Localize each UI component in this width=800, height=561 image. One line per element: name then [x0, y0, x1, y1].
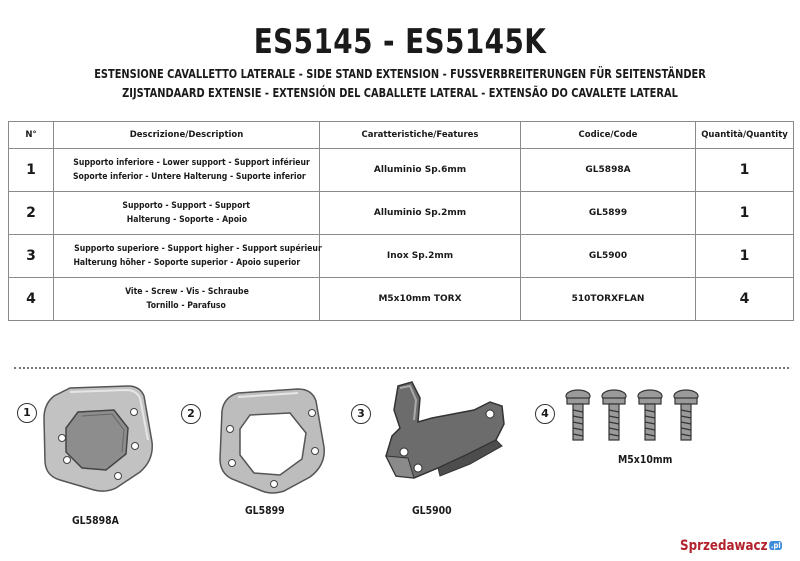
screw-icon	[674, 390, 698, 440]
desc-line-1: Supporto superiore - Support higher - Support supérieur	[74, 244, 322, 254]
table-row	[9, 278, 794, 321]
row-num: 2	[9, 192, 54, 235]
part-code-label: M5x10mm	[618, 453, 673, 466]
desc-line-1: Supporto inferiore - Lower support - Support inférieur	[73, 158, 310, 168]
row-description	[54, 192, 320, 235]
header-description: Descrizione/Description	[54, 122, 320, 149]
table-row	[9, 149, 794, 192]
row-code: GL5898A	[521, 149, 696, 192]
row-features: M5x10mm TORX	[320, 278, 521, 321]
row-features: Alluminio Sp.6mm	[320, 149, 521, 192]
row-features: Alluminio Sp.2mm	[320, 192, 521, 235]
part-number-badge: 4	[535, 404, 555, 424]
screw-icon	[566, 390, 590, 440]
subtitle-line-2: ZIJSTANDAARD EXTENSIE - EXTENSIÓN DEL CABALLETE LATERAL - EXTENSÃO DO CAVALETE LATERAL	[122, 86, 678, 100]
desc-line-2: Halterung höher - Soporte superior - Apoio superior	[73, 258, 300, 268]
row-description	[54, 278, 320, 321]
screw-icon	[602, 390, 626, 440]
watermark-text: Sprzedawacz	[680, 538, 768, 554]
row-description	[54, 235, 320, 278]
row-qty: 4	[696, 278, 794, 321]
table-header-row	[9, 122, 794, 149]
watermark-logo	[680, 538, 782, 554]
desc-line-1: Supporto - Support - Support	[122, 201, 251, 211]
parts-table	[8, 121, 794, 321]
support-plate-illustration	[214, 385, 329, 497]
row-num: 1	[9, 149, 54, 192]
subtitle-line-1: ESTENSIONE CAVALLETTO LATERALE - SIDE STAND EXTENSION - FUSSVERBREITERUNGEN FÜR SEITENSTÄNDER	[94, 67, 706, 81]
header-code: Codice/Code	[521, 122, 696, 149]
upper-support-bracket-illustration	[378, 380, 513, 498]
row-code: 510TORXFLAN	[521, 278, 696, 321]
lower-support-plate-illustration	[40, 382, 155, 494]
row-num: 4	[9, 278, 54, 321]
part-code-label: GL5898A	[72, 514, 119, 527]
desc-line-2: Soporte inferior - Untere Halterung - Suporte inferior	[72, 172, 306, 182]
torx-screws-illustration	[562, 386, 704, 446]
part-number-badge: 2	[181, 404, 201, 424]
row-code: GL5899	[521, 192, 696, 235]
table-row	[9, 192, 794, 235]
screw-icon	[638, 390, 662, 440]
part-code-label: GL5900	[412, 504, 452, 517]
page-title: ES5145 - ES5145K	[253, 22, 547, 62]
desc-line-2: Halterung - Soporte - Apoio	[126, 215, 247, 225]
row-qty: 1	[696, 149, 794, 192]
header-num: N°	[9, 122, 54, 149]
desc-line-2: Tornillo - Parafuso	[146, 301, 227, 311]
row-qty: 1	[696, 192, 794, 235]
desc-line-1: Vite - Screw - Vis - Schraube	[124, 287, 249, 297]
section-divider	[14, 367, 789, 369]
table-row	[9, 235, 794, 278]
watermark-badge: .pl	[770, 541, 781, 550]
header-quantity: Quantità/Quantity	[696, 122, 794, 149]
row-qty: 1	[696, 235, 794, 278]
row-features: Inox Sp.2mm	[320, 235, 521, 278]
part-code-label: GL5899	[245, 504, 285, 517]
row-num: 3	[9, 235, 54, 278]
row-code: GL5900	[521, 235, 696, 278]
row-description	[54, 149, 320, 192]
part-number-badge: 1	[17, 403, 37, 423]
header-features: Caratteristiche/Features	[320, 122, 521, 149]
part-number-badge: 3	[351, 404, 371, 424]
